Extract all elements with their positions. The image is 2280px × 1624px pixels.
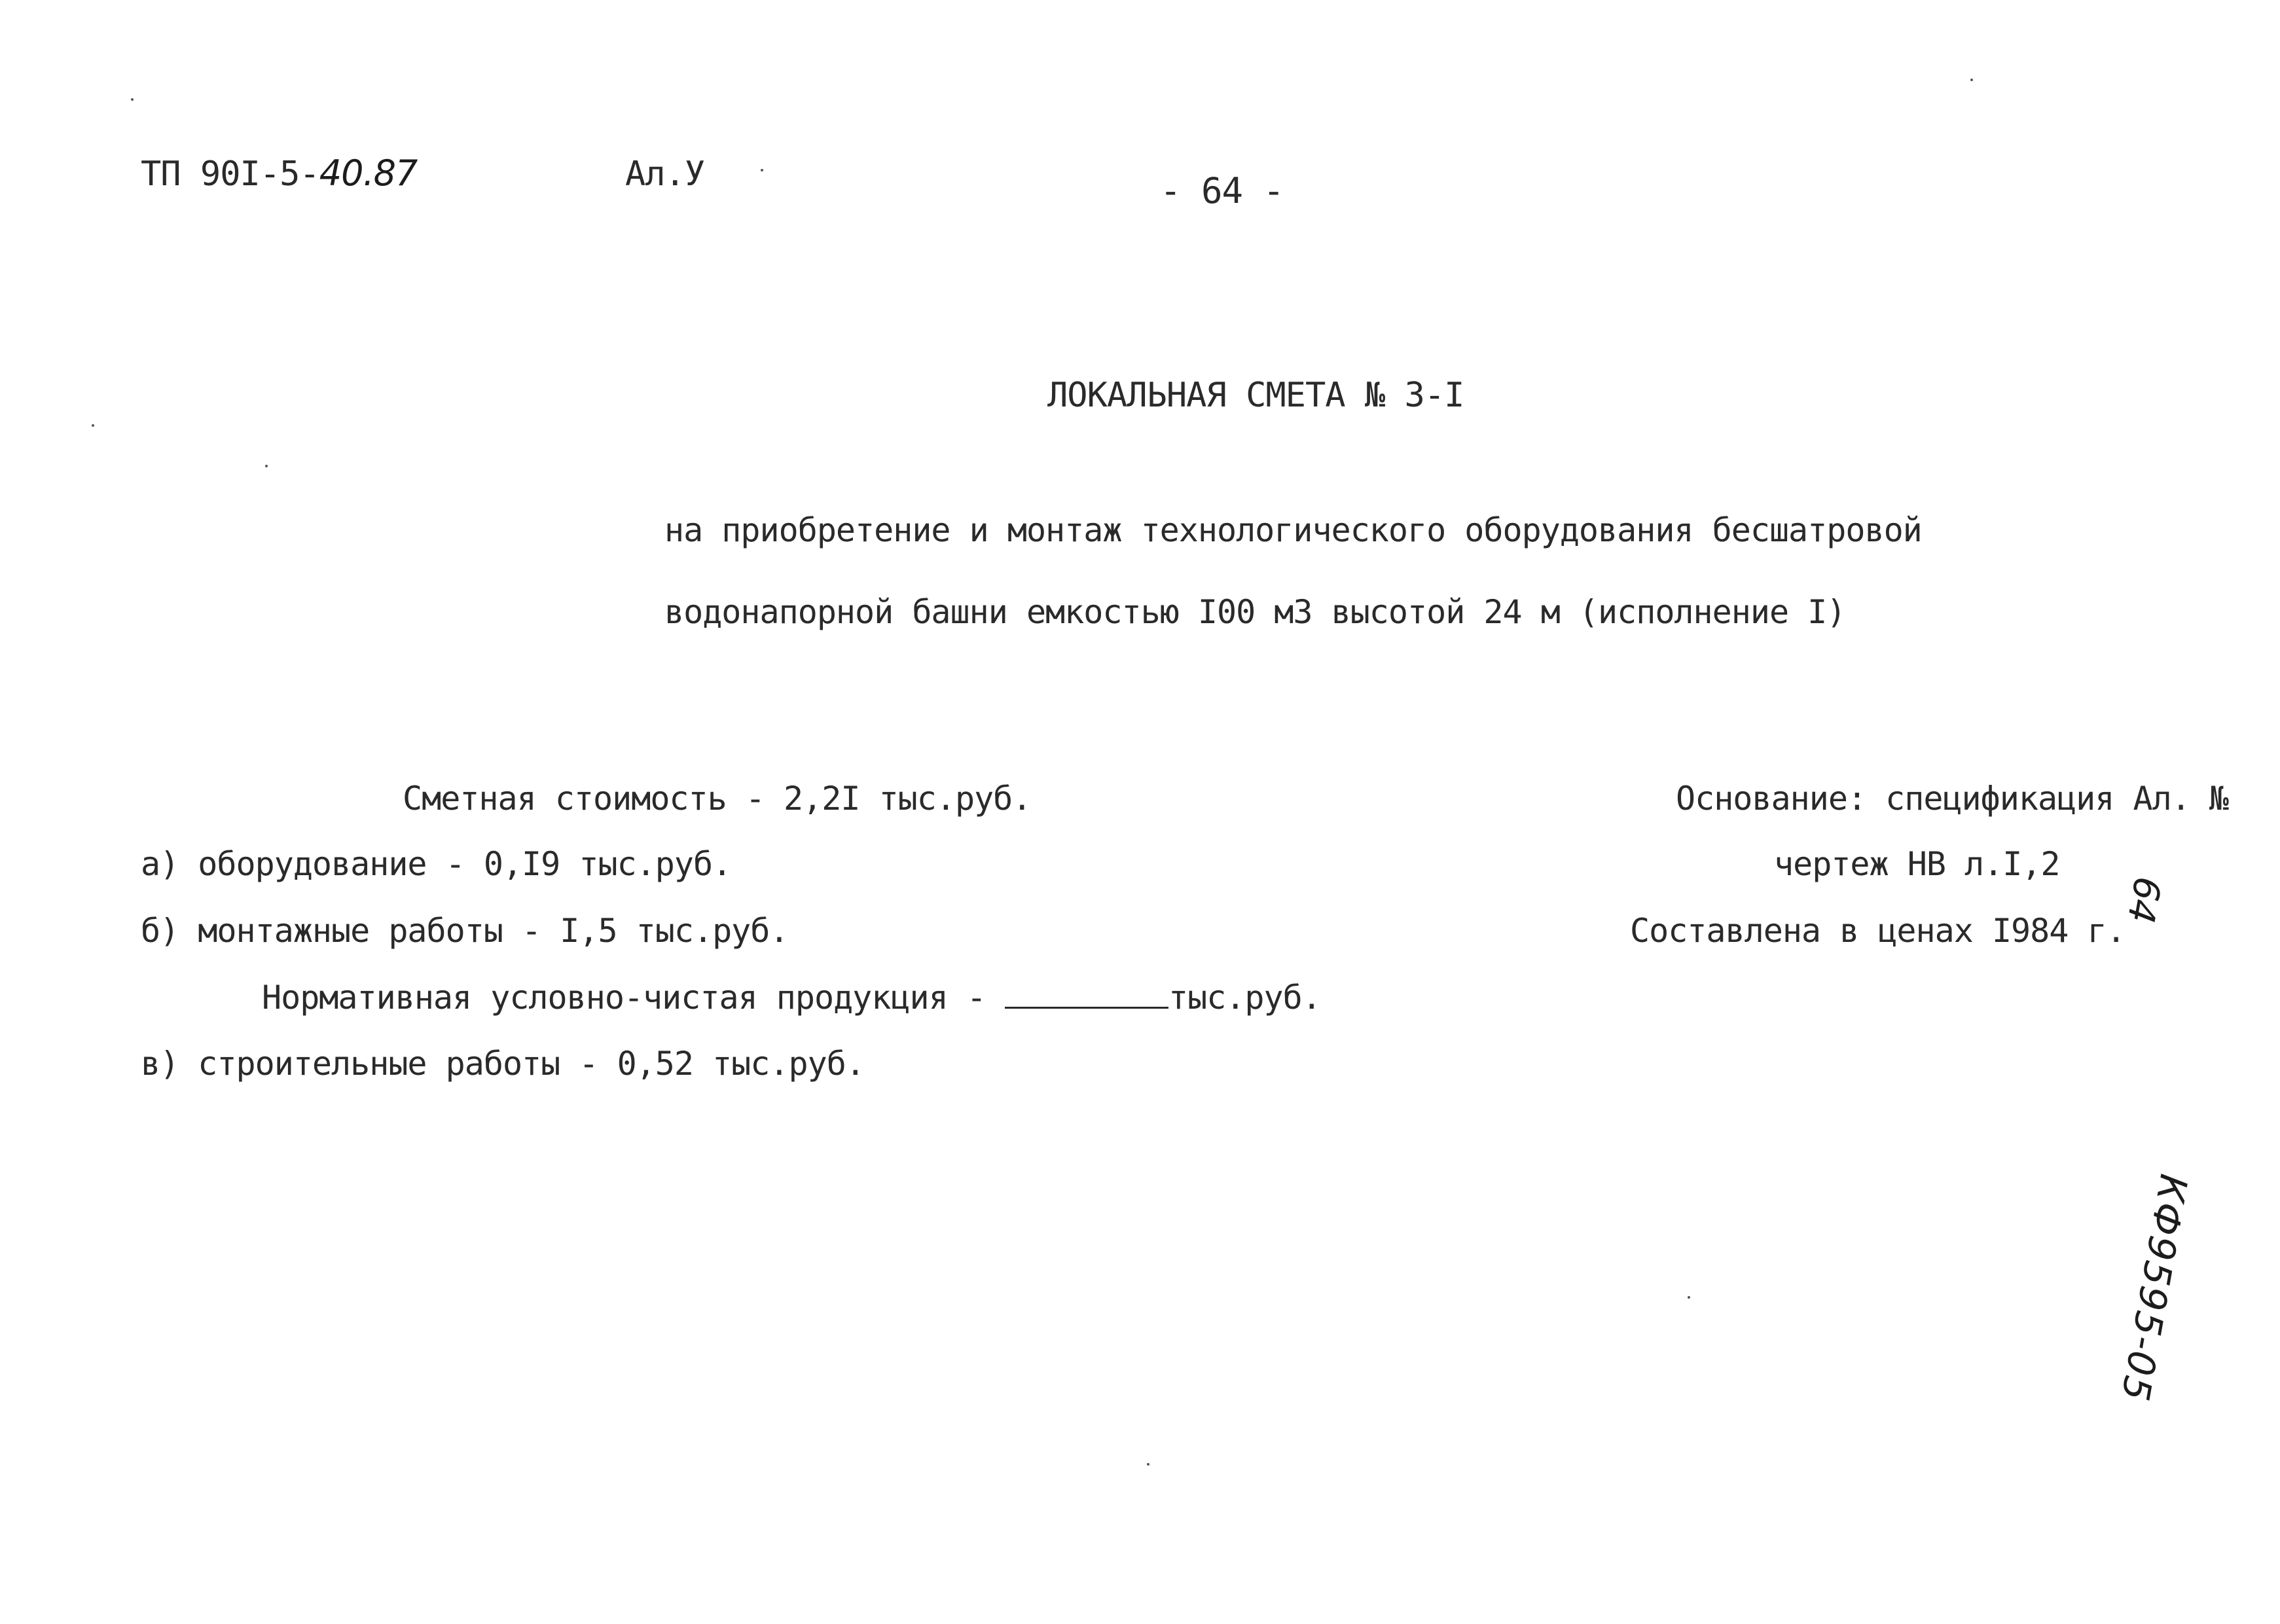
- scan-speck: [131, 98, 134, 101]
- basis-specification: Основание: спецификация Ал. №: [1676, 780, 2228, 818]
- blank-value-line: [1005, 981, 1168, 1009]
- cost-normative-net-production: [262, 979, 1321, 1017]
- normative-label: Нормативная условно-чистая продукция -: [262, 979, 1005, 1017]
- scan-speck: [761, 169, 763, 171]
- cost-installation: б) монтажные работы - I,5 тыс.руб.: [141, 912, 789, 950]
- scan-speck: [265, 465, 268, 467]
- estimated-cost-total: Сметная стоимость - 2,2I тыс.руб.: [403, 780, 1032, 818]
- subtitle-line-2: водонапорной башни емкостью I00 м3 высотой 24 м (исполнение I): [664, 593, 1846, 631]
- scan-speck: [92, 424, 94, 427]
- basis-price-year: Составлена в ценах I984 г.: [1630, 912, 2126, 950]
- document-title: ЛОКАЛЬНАЯ СМЕТА № 3-I: [1047, 376, 1464, 415]
- scan-speck: [1147, 1463, 1149, 1466]
- handwritten-page-mark: 64: [2118, 873, 2169, 926]
- project-code-handwritten: 40.87: [319, 153, 418, 194]
- album-sheet: Ал.У: [625, 154, 705, 194]
- basis-drawing: чертеж НВ л.I,2: [1774, 845, 2060, 883]
- project-code-prefix: ТП 90I-5-: [141, 154, 319, 194]
- cost-equipment: а) оборудование - 0,I9 тыс.руб.: [141, 845, 732, 883]
- archive-stamp: КФ9595-05: [2112, 1171, 2196, 1405]
- page-number: - 64 -: [1160, 170, 1284, 211]
- project-code: [141, 153, 418, 194]
- subtitle-line-1: на приобретение и монтаж технологического оборудования бесшатровой: [664, 511, 1922, 549]
- cost-construction: в) строительные работы - 0,52 тыс.руб.: [141, 1045, 865, 1083]
- normative-unit: тыс.руб.: [1168, 979, 1321, 1017]
- scan-speck: [1688, 1296, 1690, 1299]
- scan-speck: [1970, 79, 1973, 81]
